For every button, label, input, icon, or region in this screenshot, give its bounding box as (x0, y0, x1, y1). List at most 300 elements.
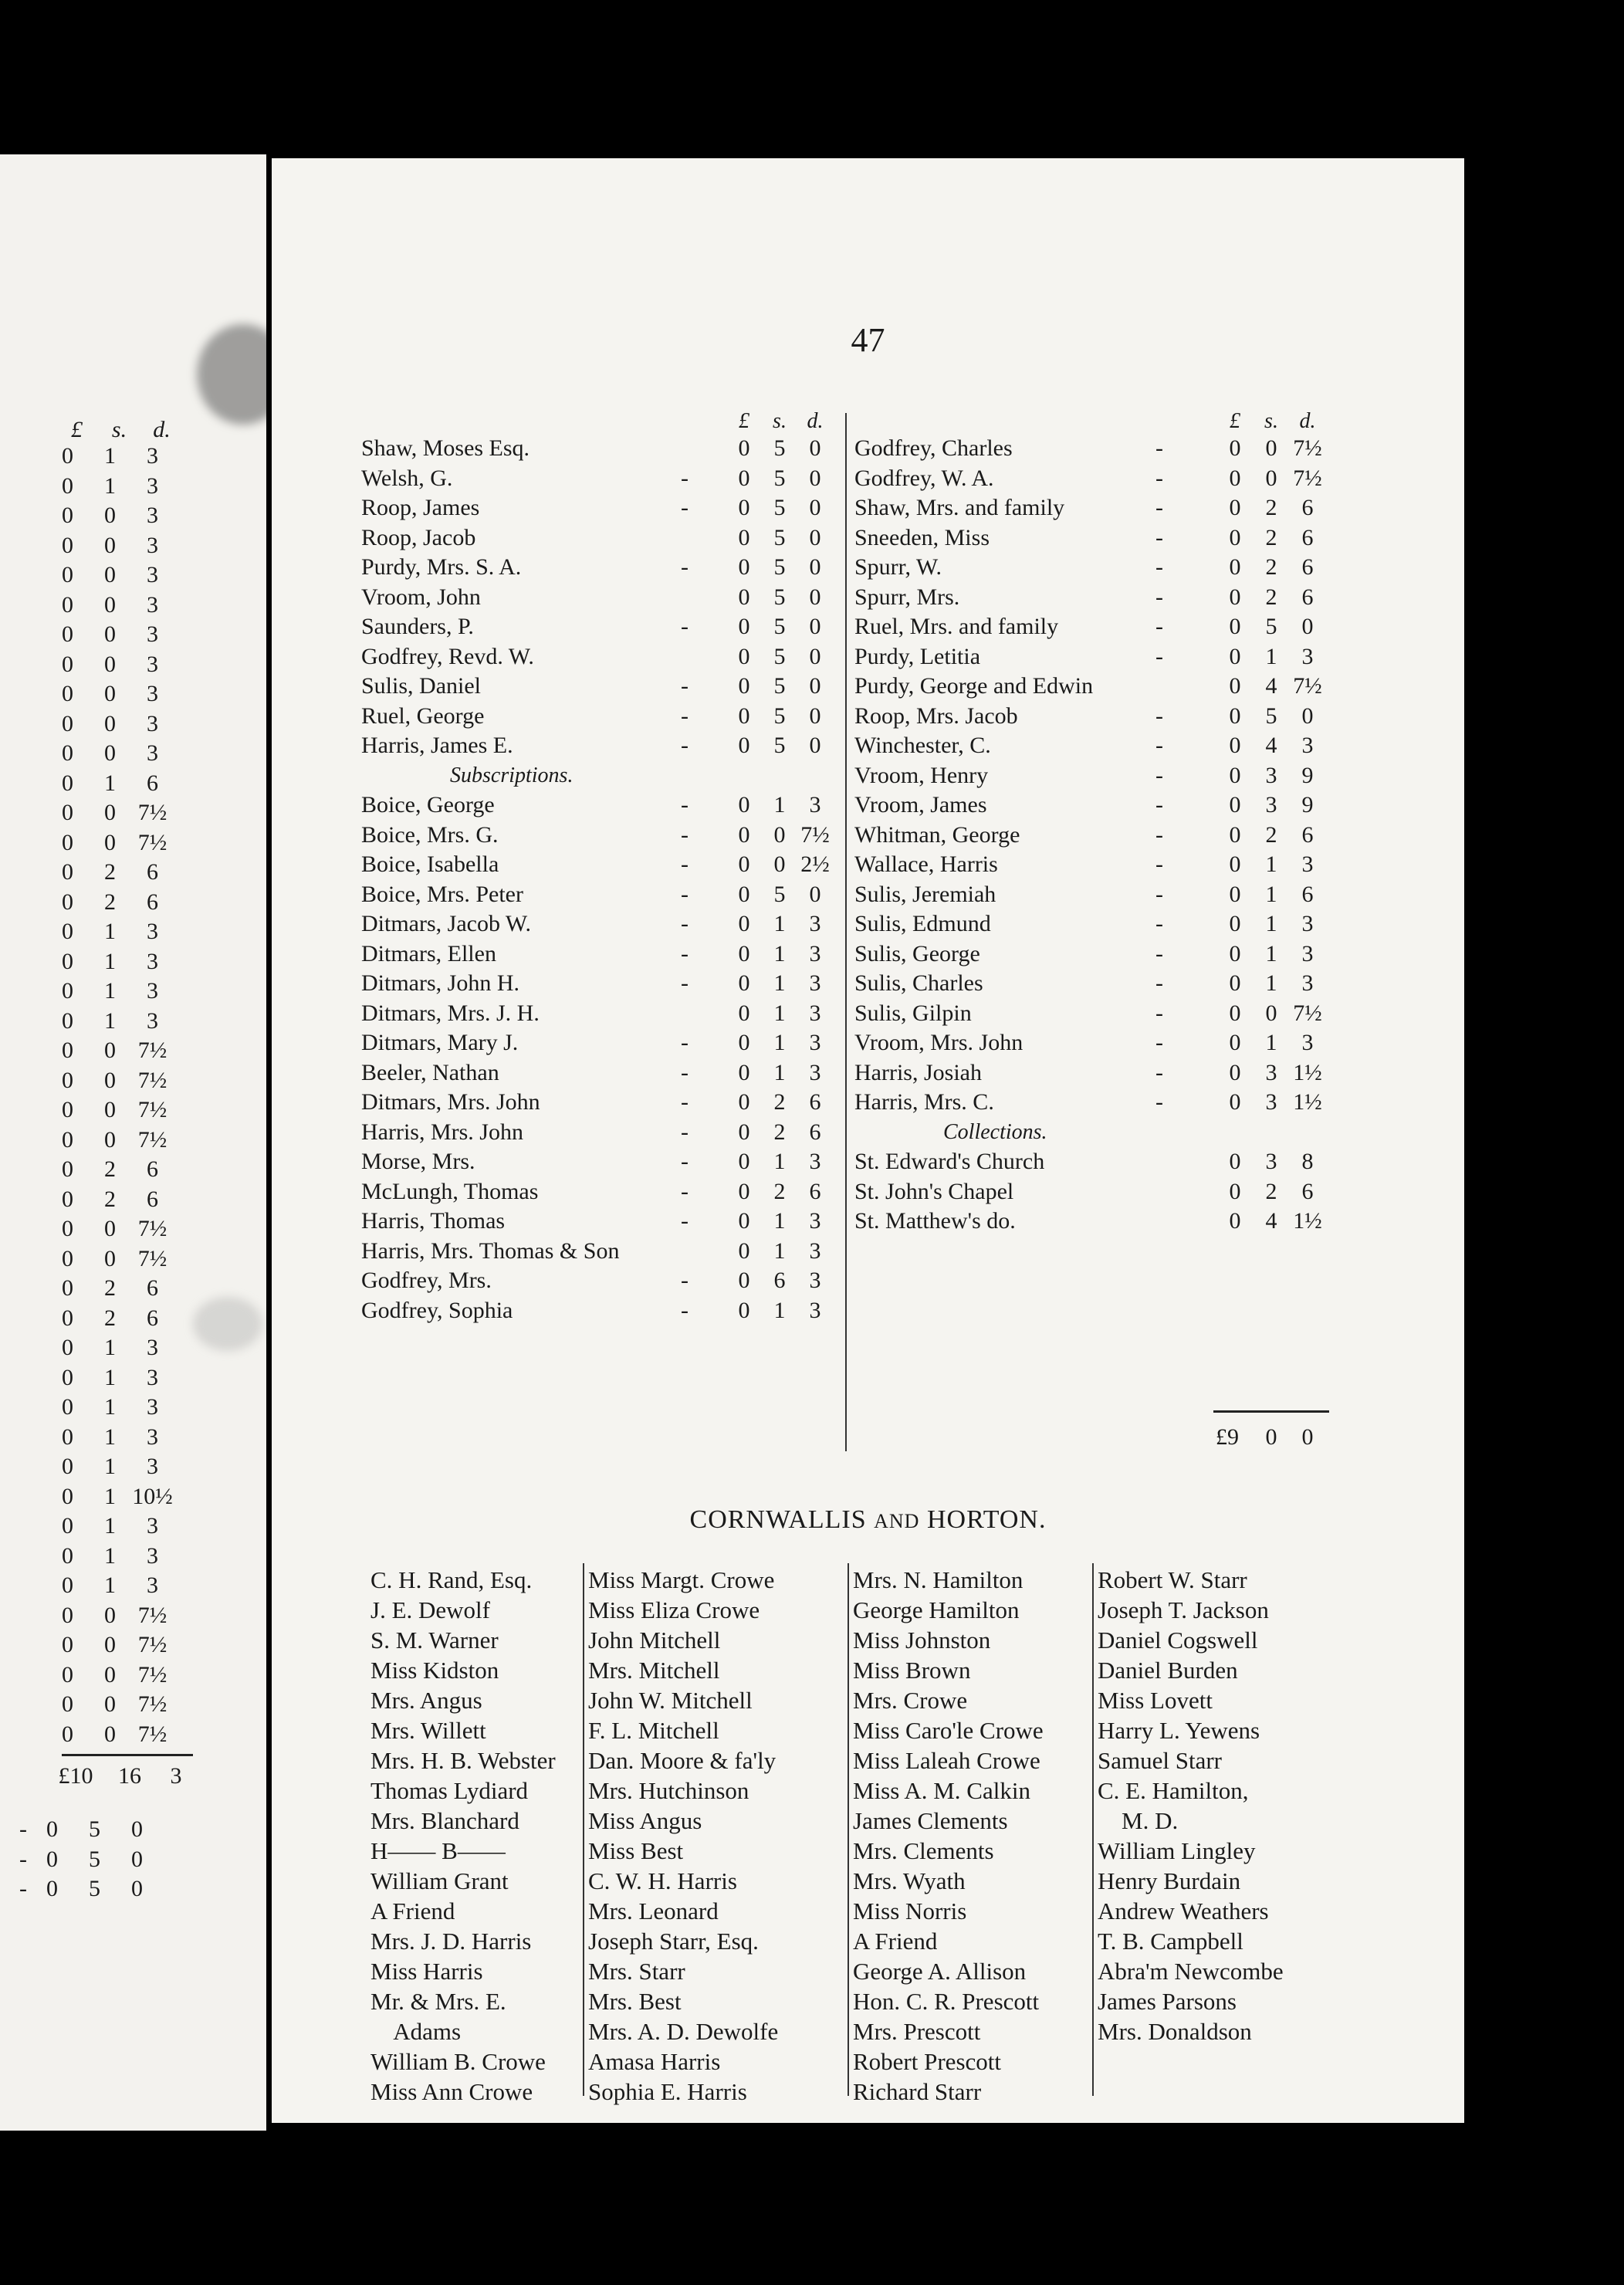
shillings-cell: 0 (104, 800, 116, 825)
pounds-cell: 0 (62, 1305, 73, 1331)
pence-cell: 7½ (137, 1602, 167, 1628)
pounds-cell: 0 (1229, 762, 1241, 788)
pence-cell: 6 (147, 1156, 158, 1182)
pounds-cell: 0 (1229, 673, 1241, 699)
pounds-cell: 0 (1229, 584, 1241, 610)
pounds-cell: 0 (62, 1602, 73, 1628)
subscriber-name: Mrs. Blanchard (370, 1807, 519, 1834)
shillings-cell: 1 (1265, 881, 1277, 907)
subscriber-name: James Clements (853, 1807, 1008, 1834)
shillings-cell: 6 (773, 1268, 786, 1293)
pence-cell: 7½ (137, 1632, 167, 1657)
shillings-cell: 1 (104, 1513, 116, 1539)
subscriber-name: Mrs. H. B. Webster (370, 1747, 556, 1774)
left-page-row (46, 591, 174, 621)
pence-cell: 3 (809, 1297, 821, 1323)
pounds-cell: 0 (1229, 643, 1241, 669)
shillings-cell: 0 (104, 1632, 116, 1657)
shillings-cell: 5 (1265, 614, 1277, 639)
pounds-cell: 0 (1229, 465, 1241, 491)
pounds-cell: 0 (62, 1632, 73, 1657)
shillings-cell: 0 (773, 821, 786, 848)
subscriber-name: Daniel Burden (1098, 1657, 1238, 1684)
leader-dash: - (681, 792, 689, 818)
shillings-cell: 3 (1265, 1149, 1277, 1174)
subscriber-name: Harris, James E. (361, 733, 513, 758)
subscriber-name: Miss Best (588, 1837, 684, 1864)
pound-header: £ (71, 417, 83, 442)
subscriber-name: Miss A. M. Calkin (853, 1777, 1030, 1804)
shillings-cell: 0 (104, 681, 116, 706)
subscriber-name: Sneeden, Miss (854, 524, 990, 550)
subscriber-name: Sulis, George (854, 940, 980, 966)
pounds-cell: 0 (62, 1572, 73, 1598)
shillings-cell: 1 (104, 1483, 116, 1509)
pounds-cell: 0 (62, 1394, 73, 1420)
shillings-cell: 1 (773, 792, 786, 818)
subscriber-name: F. L. Mitchell (588, 1717, 719, 1744)
shilling-header: s. (1264, 409, 1278, 433)
names-divider-2 (848, 1563, 849, 2096)
subscriber-name: Miss Kidston (370, 1657, 499, 1684)
right-page (272, 158, 1464, 2123)
subscriber-name: Richard Starr (853, 2078, 982, 2105)
pence-cell: 3 (147, 562, 158, 587)
subscriber-name: McLungh, Thomas (361, 1178, 539, 1204)
pounds-cell: 0 (62, 1661, 73, 1688)
shillings-cell: 5 (773, 524, 786, 550)
pounds-cell: 0 (62, 770, 73, 796)
pence-cell: 6 (809, 1119, 821, 1145)
subscriber-name: Shaw, Moses Esq. (361, 435, 530, 461)
shillings-cell: 1 (773, 1297, 786, 1323)
shillings-cell: 2 (104, 1186, 116, 1212)
subscriber-name: Dan. Moore & fa'ly (588, 1747, 776, 1774)
pounds-cell: 0 (62, 829, 73, 855)
subscriber-name: Abra'm Newcombe (1098, 1958, 1284, 1985)
left-page-row (15, 1874, 158, 1904)
subscriber-name: Ditmars, John H. (361, 970, 519, 996)
leader-dash: - (681, 1149, 689, 1174)
leader-dash: - (681, 911, 689, 936)
pence-cell: 3 (809, 1208, 821, 1234)
subscriber-name: Robert Prescott (853, 2048, 1001, 2075)
left-page-row (46, 888, 174, 918)
pounds-cell: 0 (738, 643, 750, 669)
left-page-row (46, 947, 174, 977)
total-rule (1213, 1410, 1329, 1413)
names-column-3 (853, 1565, 1044, 2107)
leader-dash: - (681, 970, 689, 996)
left-page-row (46, 1007, 174, 1037)
pounds-cell: 0 (1229, 1149, 1241, 1174)
pence-cell: 7½ (137, 1245, 167, 1271)
leader-dash: - (1155, 614, 1163, 639)
pence-cell: 0 (809, 614, 821, 639)
shillings-cell: 0 (1265, 465, 1277, 491)
pounds-cell: 0 (62, 1007, 73, 1034)
shillings-cell: 1 (1265, 643, 1277, 669)
left-page-row (46, 858, 174, 888)
subscriber-name: Thomas Lydiard (370, 1777, 529, 1804)
subscriber-name: Vroom, Henry (854, 762, 989, 788)
pounds-cell: 0 (738, 1000, 750, 1026)
pounds-cell: 0 (738, 1030, 750, 1055)
pence-cell: 0 (809, 584, 821, 610)
subscriber-name: Hon. C. R. Prescott (853, 1988, 1040, 2015)
left-page-row (46, 917, 174, 947)
subscriber-name: George A. Allison (853, 1958, 1027, 1985)
pounds-cell: 0 (738, 970, 750, 996)
left-page-total-cell: 3 (170, 1763, 182, 1789)
subscriber-name: Miss Johnston (853, 1627, 991, 1654)
left-page-row (46, 1126, 174, 1156)
pounds-cell: 0 (738, 1178, 750, 1204)
total-pounds: £9 (1216, 1424, 1239, 1450)
shillings-cell: 1 (104, 948, 116, 974)
pounds-cell: 0 (738, 524, 750, 550)
subscriber-name: C. H. Rand, Esq. (370, 1566, 533, 1593)
subscriber-name: Ruel, George (361, 702, 485, 729)
shillings-cell: 1 (104, 1423, 116, 1450)
pounds-cell: 0 (1229, 940, 1241, 966)
pence-cell: 3 (147, 591, 158, 618)
pence-cell: 1½ (1293, 1059, 1322, 1085)
pence-cell: 0 (809, 643, 821, 669)
leader-dash: - (1155, 554, 1163, 580)
pounds-cell: 0 (738, 465, 750, 491)
subscriber-name: C. E. Hamilton, (1098, 1777, 1249, 1804)
pence-cell: 3 (147, 472, 158, 499)
subscriber-name: Mrs. N. Hamilton (853, 1566, 1023, 1593)
left-page-row (46, 531, 174, 561)
leader-dash: - (681, 821, 689, 848)
shillings-cell: 1 (1265, 970, 1277, 996)
left-page-row (46, 1571, 174, 1601)
leader-dash: - (1155, 435, 1163, 461)
left-page-row (46, 798, 174, 828)
shillings-cell: 1 (104, 1542, 116, 1569)
shillings-cell: 5 (773, 733, 786, 758)
pounds-cell: 0 (738, 733, 750, 758)
pounds-cell: 0 (1229, 614, 1241, 639)
pounds-cell: 0 (738, 940, 750, 966)
shillings-cell: 5 (773, 643, 786, 669)
shillings-cell: 0 (104, 1721, 116, 1747)
left-page-row (46, 560, 174, 591)
subscriber-name: Purdy, Letitia (854, 643, 981, 669)
leader-dash: - (681, 1030, 689, 1055)
page-number: 47 (851, 321, 885, 359)
leader-dash: - (1155, 524, 1163, 550)
subscriber-name: Ditmars, Mary J. (361, 1030, 519, 1055)
heading-and: AND (874, 1510, 920, 1532)
pounds-cell: 0 (1229, 435, 1241, 461)
shillings-cell: 2 (1265, 554, 1277, 580)
shillings-cell: 2 (1265, 524, 1277, 550)
subscriber-name: Mrs. Starr (588, 1958, 685, 1985)
shillings-cell: 0 (104, 1216, 116, 1241)
pounds-cell: 0 (62, 1275, 73, 1301)
pence-cell: 8 (1301, 1149, 1314, 1174)
pence-cell: 3 (809, 1149, 821, 1174)
leader-dash: - (1155, 643, 1163, 669)
pence-cell: 2½ (800, 851, 830, 877)
subscriber-name: Mrs. Prescott (853, 2018, 981, 2045)
subscriber-name: Vroom, John (361, 584, 481, 610)
pence-cell: 3 (809, 911, 821, 936)
pence-cell: 3 (147, 621, 158, 647)
pence-cell: 7½ (1293, 673, 1322, 699)
names-column-2 (588, 1565, 778, 2107)
left-page-cell: 0 (131, 1846, 143, 1872)
subscriber-name: William B. Crowe (370, 2048, 546, 2075)
shillings-cell: 2 (104, 1156, 116, 1182)
section-heading (272, 1505, 1464, 1535)
pence-cell: 6 (147, 889, 158, 915)
subscriber-name: Harry L. Yewens (1098, 1717, 1260, 1744)
subscriber-name: Boice, Mrs. G. (361, 821, 499, 848)
subscriber-name: Mrs. Crowe (853, 1687, 968, 1714)
left-page-cell: - (19, 1846, 27, 1872)
subscriber-name: Harris, Mrs. John (361, 1119, 523, 1145)
pounds-cell: 0 (1229, 1208, 1241, 1234)
left-page-cell: 5 (89, 1816, 100, 1842)
subscriber-name: Boice, Isabella (361, 851, 499, 877)
pounds-cell: 0 (1229, 1059, 1241, 1085)
pounds-cell: 0 (738, 851, 750, 877)
subscriber-name: Vroom, Mrs. John (854, 1030, 1023, 1055)
heading-part-1: CORNWALLIS (689, 1505, 867, 1534)
subscriber-name: Roop, Jacob (361, 524, 476, 550)
pence-cell: 3 (147, 1454, 158, 1479)
pounds-cell: 0 (738, 1149, 750, 1174)
shillings-cell: 5 (773, 584, 786, 610)
pounds-cell: 0 (738, 1119, 750, 1145)
subscriber-name: Whitman, George (854, 821, 1020, 848)
pounds-cell: 0 (1229, 1178, 1241, 1204)
subscriber-name: John W. Mitchell (588, 1687, 753, 1714)
subscriber-name: Sophia E. Harris (588, 2078, 747, 2105)
subscriber-name: Purdy, Mrs. S. A. (361, 554, 522, 580)
shillings-cell: 5 (773, 465, 786, 491)
pence-cell: 7½ (137, 1038, 167, 1063)
column-divider (845, 413, 847, 1451)
pounds-cell: 0 (738, 614, 750, 639)
leader-dash: - (1155, 1089, 1163, 1115)
pence-cell: 0 (1301, 614, 1314, 639)
subscriber-name: Amasa Harris (588, 2048, 721, 2075)
shillings-cell: 2 (773, 1178, 786, 1204)
shillings-cell: 2 (773, 1119, 786, 1145)
pence-cell: 6 (1301, 584, 1314, 610)
leader-dash: - (1155, 821, 1163, 848)
left-page-row (15, 1815, 158, 1845)
pence-cell: 7½ (137, 1097, 167, 1122)
shillings-cell: 0 (104, 1661, 116, 1688)
pence-cell: 6 (147, 1275, 158, 1301)
shillings-cell: 3 (1265, 762, 1277, 788)
shillings-cell: 1 (773, 970, 786, 996)
subscriber-name: Miss Eliza Crowe (588, 1596, 760, 1623)
shillings-cell: 4 (1265, 673, 1277, 699)
subscriber-name: Harris, Josiah (854, 1059, 982, 1085)
leader-dash: - (1155, 733, 1163, 758)
subscriber-name: St. John's Chapel (854, 1178, 1014, 1204)
pounds-cell: 0 (738, 821, 750, 848)
shillings-cell: 0 (104, 503, 116, 528)
pence-cell: 1½ (1293, 1089, 1322, 1115)
pounds-cell: 0 (62, 889, 73, 915)
leader-dash: - (681, 673, 689, 699)
leader-dash: - (1155, 792, 1163, 818)
subscriber-name: Ditmars, Mrs. John (361, 1089, 540, 1115)
pounds-cell: 0 (62, 1126, 73, 1153)
left-page-row (46, 1214, 174, 1244)
shillings-cell: 5 (773, 702, 786, 729)
total-pence: 0 (1301, 1424, 1314, 1450)
pence-cell: 3 (809, 970, 821, 996)
left-page-row (46, 1690, 174, 1720)
subscriber-name: Ditmars, Mrs. J. H. (361, 1000, 540, 1026)
left-page-row (46, 679, 174, 709)
pounds-cell: 0 (62, 1067, 73, 1093)
shillings-cell: 0 (104, 1245, 116, 1271)
subscriber-name: Godfrey, Mrs. (361, 1268, 492, 1293)
leader-dash: - (1155, 1059, 1163, 1085)
names-divider-3 (1092, 1563, 1094, 2096)
shillings-cell: 1 (773, 911, 786, 936)
left-page-row (46, 1185, 174, 1215)
leader-dash: - (681, 881, 689, 907)
pounds-cell: 0 (738, 792, 750, 818)
pence-cell: 0 (809, 702, 821, 729)
left-page-row (15, 1845, 158, 1875)
subscriber-name: St. Matthew's do. (854, 1208, 1016, 1234)
subscriber-name: Miss Ann Crowe (370, 2078, 533, 2105)
pounds-cell: 0 (62, 1423, 73, 1450)
pounds-cell: 0 (62, 1691, 73, 1717)
shillings-cell: 1 (104, 1454, 116, 1479)
subscriber-name: Morse, Mrs. (361, 1149, 475, 1174)
shillings-cell: 2 (1265, 821, 1277, 848)
shillings-cell: 5 (1265, 702, 1277, 729)
pence-cell: 7½ (1293, 465, 1322, 491)
subscriber-name: Miss Harris (370, 1958, 483, 1985)
pounds-cell: 0 (738, 1208, 750, 1234)
pence-cell: 7½ (137, 829, 167, 855)
pounds-cell: 0 (62, 443, 73, 469)
subscriber-name: Roop, Mrs. Jacob (854, 702, 1018, 729)
shillings-cell: 0 (1265, 1000, 1277, 1026)
pence-cell: 6 (1301, 554, 1314, 580)
left-page-row (46, 620, 174, 650)
pence-cell: 7½ (1293, 1000, 1322, 1026)
pence-cell: 7½ (137, 1691, 167, 1717)
pence-cell: 3 (809, 1059, 821, 1085)
subscriber-name: Samuel Starr (1098, 1747, 1222, 1774)
pounds-cell: 0 (62, 948, 73, 974)
leader-dash: - (681, 1268, 689, 1293)
subscriber-name: Winchester, C. (854, 733, 991, 758)
pence-cell: 0 (809, 733, 821, 758)
subscriber-name: William Lingley (1098, 1837, 1256, 1864)
subscriber-name: Sulis, Edmund (854, 911, 991, 936)
left-page-row (46, 1304, 174, 1334)
pence-cell: 3 (147, 443, 158, 469)
shillings-cell: 5 (773, 614, 786, 639)
pounds-cell: 0 (1229, 524, 1241, 550)
subscriber-name: Mrs. Wyath (853, 1867, 966, 1894)
pence-cell: 6 (1301, 1178, 1314, 1204)
leader-dash: - (681, 554, 689, 580)
leader-dash: - (681, 614, 689, 639)
pounds-cell: 0 (738, 911, 750, 936)
shillings-cell: 2 (104, 859, 116, 885)
shillings-cell: 1 (104, 1364, 116, 1390)
shillings-cell: 0 (104, 740, 116, 766)
pounds-cell: 0 (62, 1454, 73, 1479)
pence-cell: 7½ (1293, 435, 1322, 461)
pounds-cell: 0 (62, 859, 73, 885)
pounds-cell: 0 (62, 1038, 73, 1063)
pounds-cell: 0 (62, 1216, 73, 1241)
left-page-column-headers (56, 417, 183, 443)
shillings-cell: 5 (773, 435, 786, 461)
pounds-cell: 0 (1229, 733, 1241, 758)
pence-cell: 7½ (137, 1661, 167, 1688)
left-page-cell: - (19, 1816, 27, 1842)
pence-cell: 3 (147, 1394, 158, 1420)
pence-cell: 0 (809, 435, 821, 461)
pence-cell: 3 (809, 792, 821, 818)
subscriber-name: Mrs. Donaldson (1098, 2018, 1252, 2045)
pence-cell: 6 (147, 1186, 158, 1212)
leader-dash: - (1155, 495, 1163, 520)
pounds-cell: 0 (738, 1237, 750, 1264)
left-page-row (46, 769, 174, 799)
left-page-row (46, 501, 174, 531)
pound-header: £ (1230, 409, 1240, 433)
pence-cell: 3 (147, 1335, 158, 1360)
subscriber-name: Miss Caro'le Crowe (853, 1717, 1044, 1744)
shillings-cell: 5 (773, 495, 786, 520)
shillings-cell: 1 (1265, 940, 1277, 966)
shillings-cell: 2 (104, 1305, 116, 1331)
left-page-cell: 0 (46, 1816, 58, 1842)
leader-dash: - (1155, 911, 1163, 936)
shillings-cell: 3 (1265, 792, 1277, 818)
leader-dash: - (681, 851, 689, 877)
subscriber-name: Boice, Mrs. Peter (361, 881, 523, 907)
subscriber-name: Mr. & Mrs. E. (370, 1988, 506, 2015)
subscriber-name: Andrew Weathers (1098, 1897, 1269, 1924)
names-column-1 (370, 1565, 556, 2107)
pounds-cell: 0 (62, 472, 73, 499)
pence-cell: 0 (809, 554, 821, 580)
left-page-row (46, 1036, 174, 1066)
pounds-cell: 0 (1229, 881, 1241, 907)
pounds-cell: 0 (1229, 821, 1241, 848)
subscriber-name: Saunders, P. (361, 614, 474, 639)
leader-dash: - (1155, 465, 1163, 491)
shillings-cell: 1 (104, 443, 116, 469)
shillings-cell: 2 (104, 1275, 116, 1301)
pence-cell: 3 (147, 710, 158, 736)
pence-cell: 3 (147, 681, 158, 706)
pounds-cell: 0 (62, 919, 73, 944)
pence-cell: 3 (147, 1572, 158, 1598)
